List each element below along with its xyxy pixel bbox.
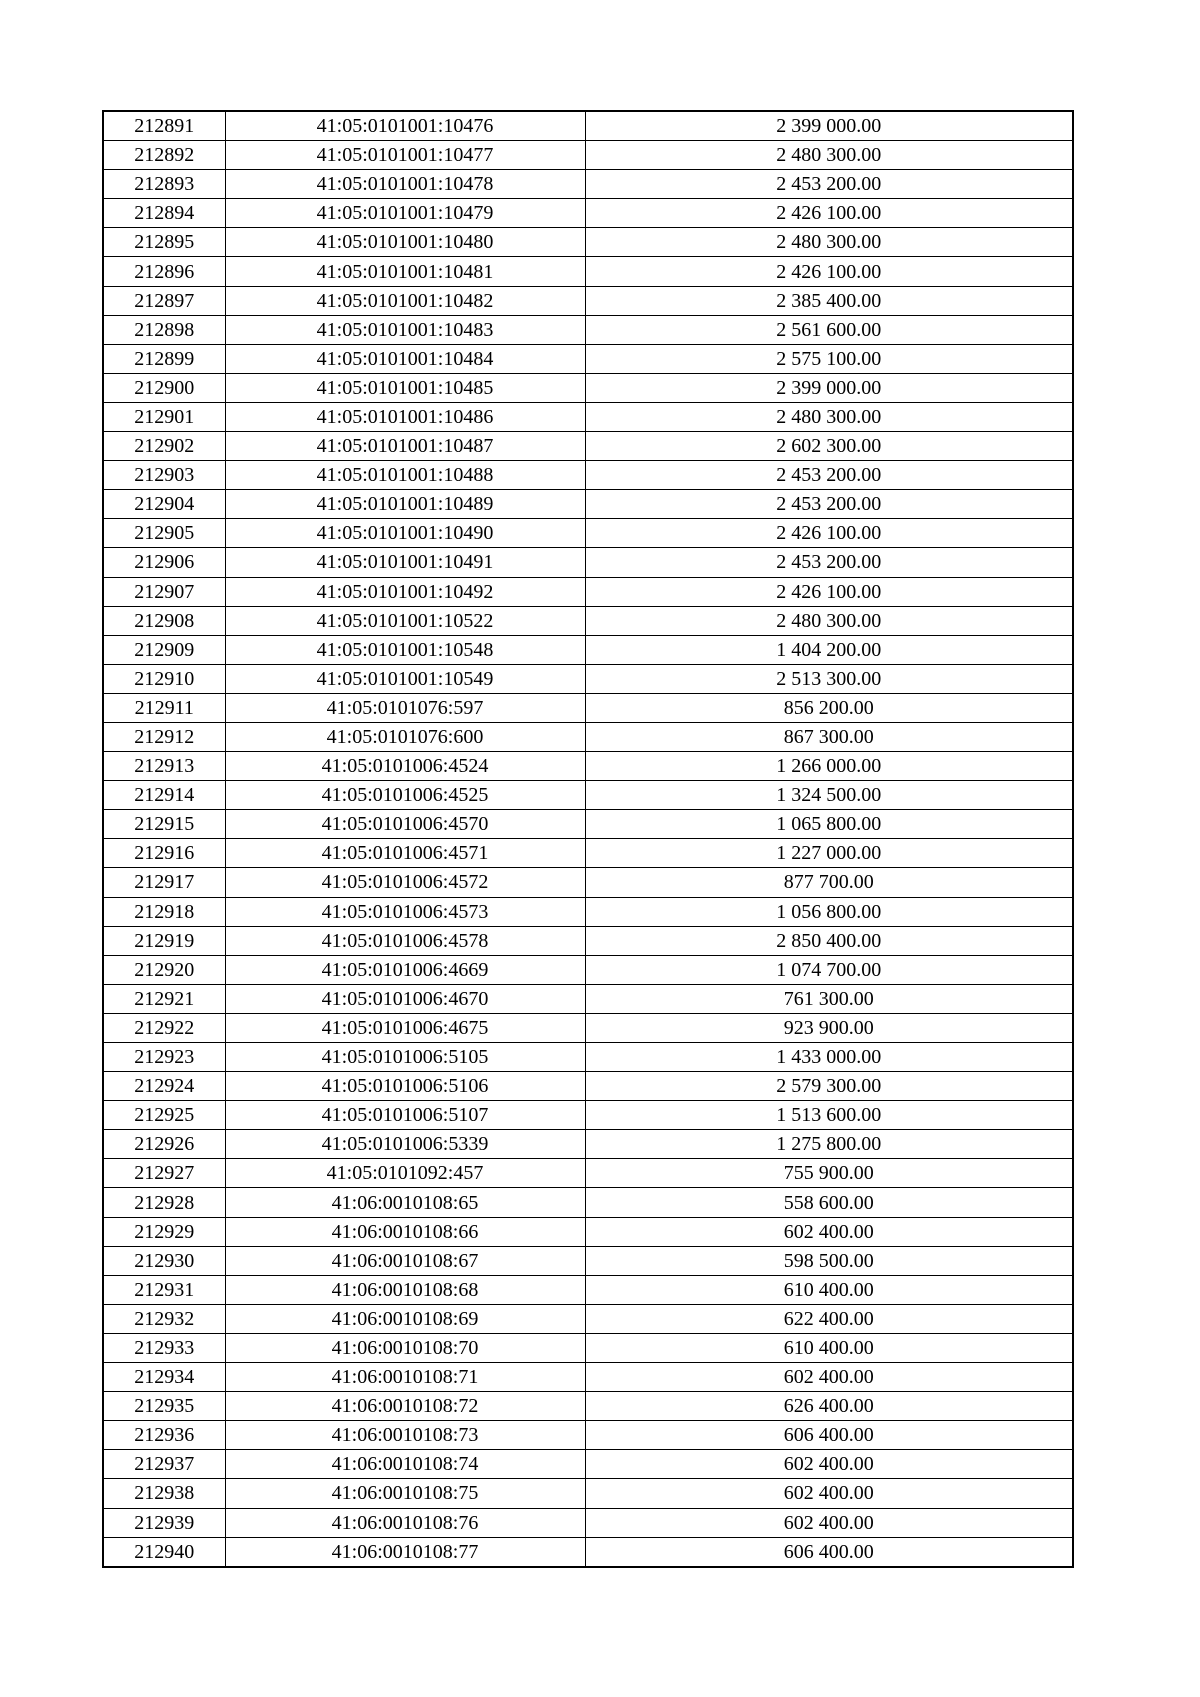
table-row <box>103 111 1073 141</box>
table-row <box>103 1479 1073 1508</box>
cadastral-value-cell: 2 480 300.00 <box>585 228 1073 257</box>
cadastral-number-cell: 41:05:0101001:10480 <box>225 228 585 257</box>
cadastral-value-cell: 1 056 800.00 <box>585 897 1073 926</box>
row-number-cell: 212926 <box>103 1130 225 1159</box>
table-row <box>103 752 1073 781</box>
cadastral-value-cell: 2 453 200.00 <box>585 548 1073 577</box>
cadastral-number-cell: 41:05:0101001:10481 <box>225 257 585 286</box>
table-row <box>103 1043 1073 1072</box>
cadastral-number-cell: 41:05:0101006:4524 <box>225 752 585 781</box>
table-row <box>103 1159 1073 1188</box>
row-number-cell: 212923 <box>103 1043 225 1072</box>
cadastral-value-cell: 923 900.00 <box>585 1013 1073 1042</box>
table-row <box>103 228 1073 257</box>
table-row <box>103 897 1073 926</box>
cadastral-value-cell: 1 433 000.00 <box>585 1043 1073 1072</box>
cadastral-number-cell: 41:05:0101001:10477 <box>225 141 585 170</box>
table-row <box>103 1392 1073 1421</box>
cadastral-number-cell: 41:05:0101006:4570 <box>225 810 585 839</box>
row-number-cell: 212895 <box>103 228 225 257</box>
cadastral-number-cell: 41:05:0101001:10548 <box>225 635 585 664</box>
cadastral-number-cell: 41:05:0101076:600 <box>225 722 585 751</box>
row-number-cell: 212913 <box>103 752 225 781</box>
cadastral-number-cell: 41:05:0101001:10487 <box>225 432 585 461</box>
table-row <box>103 1013 1073 1042</box>
row-number-cell: 212919 <box>103 926 225 955</box>
cadastral-value-cell: 602 400.00 <box>585 1363 1073 1392</box>
cadastral-value-cell: 1 074 700.00 <box>585 955 1073 984</box>
table-row <box>103 926 1073 955</box>
table-row <box>103 257 1073 286</box>
cadastral-number-cell: 41:05:0101006:5339 <box>225 1130 585 1159</box>
cadastral-value-cell: 1 324 500.00 <box>585 781 1073 810</box>
cadastral-number-cell: 41:05:0101001:10484 <box>225 344 585 373</box>
cadastral-value-cell: 606 400.00 <box>585 1537 1073 1567</box>
cadastral-number-cell: 41:05:0101006:4571 <box>225 839 585 868</box>
table-row <box>103 1217 1073 1246</box>
cadastral-number-cell: 41:05:0101006:4578 <box>225 926 585 955</box>
cadastral-value-cell: 2 426 100.00 <box>585 199 1073 228</box>
row-number-cell: 212903 <box>103 461 225 490</box>
row-number-cell: 212894 <box>103 199 225 228</box>
row-number-cell: 212927 <box>103 1159 225 1188</box>
row-number-cell: 212928 <box>103 1188 225 1217</box>
cadastral-number-cell: 41:05:0101006:4675 <box>225 1013 585 1042</box>
table-row <box>103 199 1073 228</box>
cadastral-value-cell: 2 399 000.00 <box>585 373 1073 402</box>
cadastral-number-cell: 41:05:0101092:457 <box>225 1159 585 1188</box>
cadastral-number-cell: 41:06:0010108:70 <box>225 1333 585 1362</box>
cadastral-value-cell: 1 065 800.00 <box>585 810 1073 839</box>
row-number-cell: 212891 <box>103 111 225 141</box>
cadastral-number-cell: 41:06:0010108:73 <box>225 1421 585 1450</box>
cadastral-value-cell: 2 399 000.00 <box>585 111 1073 141</box>
cadastral-value-cell: 610 400.00 <box>585 1275 1073 1304</box>
cadastral-number-cell: 41:05:0101006:4670 <box>225 984 585 1013</box>
cadastral-value-cell: 2 602 300.00 <box>585 432 1073 461</box>
cadastral-number-cell: 41:05:0101001:10492 <box>225 577 585 606</box>
row-number-cell: 212935 <box>103 1392 225 1421</box>
table-row <box>103 315 1073 344</box>
cadastral-number-cell: 41:05:0101001:10478 <box>225 170 585 199</box>
cadastral-number-cell: 41:06:0010108:69 <box>225 1304 585 1333</box>
row-number-cell: 212916 <box>103 839 225 868</box>
row-number-cell: 212908 <box>103 606 225 635</box>
table-row <box>103 1421 1073 1450</box>
cadastral-value-cell: 2 575 100.00 <box>585 344 1073 373</box>
cadastral-number-cell: 41:05:0101006:5107 <box>225 1101 585 1130</box>
row-number-cell: 212907 <box>103 577 225 606</box>
cadastral-number-cell: 41:05:0101001:10490 <box>225 519 585 548</box>
row-number-cell: 212902 <box>103 432 225 461</box>
row-number-cell: 212936 <box>103 1421 225 1450</box>
row-number-cell: 212932 <box>103 1304 225 1333</box>
cadastral-value-cell: 2 579 300.00 <box>585 1072 1073 1101</box>
cadastral-number-cell: 41:05:0101001:10488 <box>225 461 585 490</box>
row-number-cell: 212931 <box>103 1275 225 1304</box>
cadastral-value-cell: 761 300.00 <box>585 984 1073 1013</box>
cadastral-value-cell: 856 200.00 <box>585 693 1073 722</box>
table-row <box>103 635 1073 664</box>
row-number-cell: 212897 <box>103 286 225 315</box>
cadastral-number-cell: 41:05:0101001:10549 <box>225 664 585 693</box>
table-body <box>103 111 1073 1567</box>
cadastral-value-cell: 2 426 100.00 <box>585 257 1073 286</box>
cadastral-value-cell: 2 480 300.00 <box>585 606 1073 635</box>
cadastral-number-cell: 41:05:0101001:10476 <box>225 111 585 141</box>
table-row <box>103 722 1073 751</box>
cadastral-value-cell: 867 300.00 <box>585 722 1073 751</box>
table-row <box>103 984 1073 1013</box>
table-row <box>103 1275 1073 1304</box>
table-row <box>103 839 1073 868</box>
row-number-cell: 212933 <box>103 1333 225 1362</box>
cadastral-value-cell: 598 500.00 <box>585 1246 1073 1275</box>
cadastral-number-cell: 41:05:0101001:10479 <box>225 199 585 228</box>
row-number-cell: 212918 <box>103 897 225 926</box>
cadastral-number-cell: 41:06:0010108:71 <box>225 1363 585 1392</box>
cadastral-value-cell: 1 404 200.00 <box>585 635 1073 664</box>
cadastral-number-cell: 41:05:0101006:4669 <box>225 955 585 984</box>
cadastral-value-cell: 2 850 400.00 <box>585 926 1073 955</box>
cadastral-number-cell: 41:05:0101006:5105 <box>225 1043 585 1072</box>
table-row <box>103 868 1073 897</box>
row-number-cell: 212940 <box>103 1537 225 1567</box>
cadastral-number-cell: 41:05:0101006:4573 <box>225 897 585 926</box>
row-number-cell: 212924 <box>103 1072 225 1101</box>
row-number-cell: 212905 <box>103 519 225 548</box>
table-row <box>103 810 1073 839</box>
cadastral-value-cell: 2 426 100.00 <box>585 577 1073 606</box>
table-row <box>103 548 1073 577</box>
row-number-cell: 212892 <box>103 141 225 170</box>
cadastral-value-cell: 755 900.00 <box>585 1159 1073 1188</box>
cadastral-value-cell: 2 426 100.00 <box>585 519 1073 548</box>
cadastral-value-cell: 1 513 600.00 <box>585 1101 1073 1130</box>
table-row <box>103 1101 1073 1130</box>
cadastral-value-cell: 1 266 000.00 <box>585 752 1073 781</box>
cadastral-value-cell: 2 453 200.00 <box>585 170 1073 199</box>
cadastral-value-cell: 602 400.00 <box>585 1217 1073 1246</box>
cadastral-number-cell: 41:06:0010108:67 <box>225 1246 585 1275</box>
table-row <box>103 1537 1073 1567</box>
row-number-cell: 212901 <box>103 402 225 431</box>
row-number-cell: 212921 <box>103 984 225 1013</box>
row-number-cell: 212900 <box>103 373 225 402</box>
cadastral-value-cell: 602 400.00 <box>585 1508 1073 1537</box>
row-number-cell: 212912 <box>103 722 225 751</box>
cadastral-number-cell: 41:06:0010108:77 <box>225 1537 585 1567</box>
table-row <box>103 373 1073 402</box>
cadastral-value-cell: 626 400.00 <box>585 1392 1073 1421</box>
row-number-cell: 212899 <box>103 344 225 373</box>
cadastral-number-cell: 41:05:0101006:4525 <box>225 781 585 810</box>
cadastral-value-cell: 602 400.00 <box>585 1479 1073 1508</box>
cadastral-number-cell: 41:05:0101001:10522 <box>225 606 585 635</box>
cadastral-number-cell: 41:05:0101001:10482 <box>225 286 585 315</box>
cadastral-number-cell: 41:06:0010108:65 <box>225 1188 585 1217</box>
cadastral-number-cell: 41:06:0010108:74 <box>225 1450 585 1479</box>
cadastral-value-cell: 602 400.00 <box>585 1450 1073 1479</box>
row-number-cell: 212893 <box>103 170 225 199</box>
row-number-cell: 212917 <box>103 868 225 897</box>
cadastral-number-cell: 41:05:0101001:10489 <box>225 490 585 519</box>
row-number-cell: 212910 <box>103 664 225 693</box>
row-number-cell: 212898 <box>103 315 225 344</box>
cadastral-value-cell: 2 480 300.00 <box>585 402 1073 431</box>
table-row <box>103 1246 1073 1275</box>
table-row <box>103 1072 1073 1101</box>
table-row <box>103 402 1073 431</box>
row-number-cell: 212939 <box>103 1508 225 1537</box>
cadastral-value-cell: 2 453 200.00 <box>585 490 1073 519</box>
cadastral-value-cell: 2 513 300.00 <box>585 664 1073 693</box>
cadastral-value-cell: 877 700.00 <box>585 868 1073 897</box>
table-row <box>103 1333 1073 1362</box>
row-number-cell: 212920 <box>103 955 225 984</box>
cadastral-value-cell: 2 385 400.00 <box>585 286 1073 315</box>
row-number-cell: 212914 <box>103 781 225 810</box>
row-number-cell: 212909 <box>103 635 225 664</box>
table-row <box>103 286 1073 315</box>
row-number-cell: 212911 <box>103 693 225 722</box>
table-row <box>103 577 1073 606</box>
table-row <box>103 519 1073 548</box>
row-number-cell: 212925 <box>103 1101 225 1130</box>
cadastral-number-cell: 41:06:0010108:72 <box>225 1392 585 1421</box>
cadastral-value-cell: 2 480 300.00 <box>585 141 1073 170</box>
cadastral-number-cell: 41:06:0010108:66 <box>225 1217 585 1246</box>
table-row <box>103 781 1073 810</box>
cadastral-value-cell: 606 400.00 <box>585 1421 1073 1450</box>
table-row <box>103 955 1073 984</box>
table-row <box>103 1363 1073 1392</box>
cadastral-number-cell: 41:05:0101006:4572 <box>225 868 585 897</box>
cadastral-number-cell: 41:06:0010108:68 <box>225 1275 585 1304</box>
cadastral-value-cell: 2 561 600.00 <box>585 315 1073 344</box>
row-number-cell: 212896 <box>103 257 225 286</box>
table-row <box>103 490 1073 519</box>
row-number-cell: 212934 <box>103 1363 225 1392</box>
table-row <box>103 1130 1073 1159</box>
cadastral-number-cell: 41:05:0101001:10485 <box>225 373 585 402</box>
table-row <box>103 1188 1073 1217</box>
row-number-cell: 212929 <box>103 1217 225 1246</box>
cadastral-number-cell: 41:05:0101076:597 <box>225 693 585 722</box>
row-number-cell: 212938 <box>103 1479 225 1508</box>
table-row <box>103 344 1073 373</box>
table-row <box>103 1304 1073 1333</box>
table-row <box>103 1508 1073 1537</box>
table-row <box>103 141 1073 170</box>
row-number-cell: 212906 <box>103 548 225 577</box>
table-row <box>103 1450 1073 1479</box>
table-row <box>103 432 1073 461</box>
row-number-cell: 212915 <box>103 810 225 839</box>
table-row <box>103 170 1073 199</box>
cadastral-number-cell: 41:06:0010108:75 <box>225 1479 585 1508</box>
cadastral-value-cell: 1 275 800.00 <box>585 1130 1073 1159</box>
cadastral-number-cell: 41:05:0101001:10483 <box>225 315 585 344</box>
table-row <box>103 461 1073 490</box>
table-row <box>103 664 1073 693</box>
cadastral-value-cell: 622 400.00 <box>585 1304 1073 1333</box>
cadastral-number-cell: 41:05:0101001:10491 <box>225 548 585 577</box>
cadastral-value-table <box>102 110 1074 1568</box>
cadastral-value-cell: 2 453 200.00 <box>585 461 1073 490</box>
cadastral-number-cell: 41:05:0101006:5106 <box>225 1072 585 1101</box>
cadastral-value-cell: 610 400.00 <box>585 1333 1073 1362</box>
cadastral-value-cell: 1 227 000.00 <box>585 839 1073 868</box>
row-number-cell: 212904 <box>103 490 225 519</box>
row-number-cell: 212930 <box>103 1246 225 1275</box>
row-number-cell: 212922 <box>103 1013 225 1042</box>
table-row <box>103 693 1073 722</box>
table-row <box>103 606 1073 635</box>
cadastral-number-cell: 41:06:0010108:76 <box>225 1508 585 1537</box>
cadastral-number-cell: 41:05:0101001:10486 <box>225 402 585 431</box>
row-number-cell: 212937 <box>103 1450 225 1479</box>
cadastral-value-cell: 558 600.00 <box>585 1188 1073 1217</box>
